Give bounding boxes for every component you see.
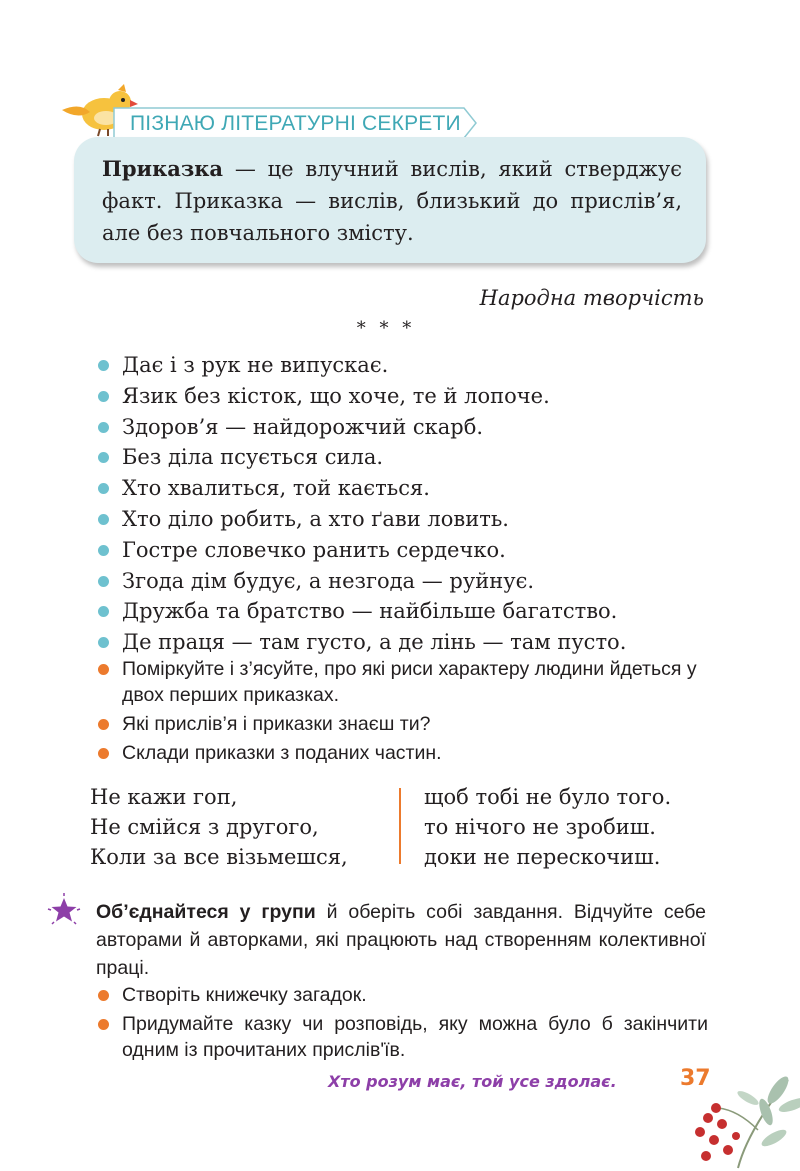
- group-task-text: [96, 898, 706, 982]
- list-item: Які прислів’я і приказки знаєш ти?: [96, 711, 708, 737]
- proverb-list: [96, 350, 626, 658]
- proverb-part: Не кажи гоп,: [90, 785, 238, 809]
- group-task-list: [96, 982, 708, 1066]
- bullet-icon: [98, 990, 109, 1001]
- definition-text: [102, 153, 682, 249]
- proverb-endings: [424, 782, 671, 872]
- proverb-part: щоб тобі не було того.: [424, 785, 672, 809]
- asterism: * * *: [356, 318, 416, 339]
- list-item: Дає і з рук не випускає.: [96, 350, 626, 381]
- definition-body: — це влучний вислів, який стверджує факт. Приказка — вислів, близький до прислів’я, але без повчального змісту.: [102, 157, 682, 245]
- task-list: [96, 656, 708, 769]
- bullet-icon: [98, 664, 109, 675]
- list-item: Склади приказки з поданих частин.: [96, 740, 708, 766]
- list-item: Придумайте казку чи розповідь, яку можна було б закінчити одним із прочитаних прислів'їв.: [96, 1011, 708, 1063]
- list-item: Де праця — там густо, а де лінь — там пусто.: [96, 627, 626, 658]
- bullet-icon: [98, 545, 109, 556]
- bullet-icon: [98, 576, 109, 587]
- group-task-bold: Об’єднайтеся у групи: [96, 901, 316, 923]
- bullet-icon: [98, 606, 109, 617]
- bullet-icon: [98, 360, 109, 371]
- proverb-part: Не смійся з другого,: [90, 815, 319, 839]
- group-task-body: й оберіть собі завдання. Відчуйте себе авторами й авторками, які працюють над створенням колективної праці.: [96, 901, 706, 979]
- definition-term: Приказка: [102, 156, 224, 181]
- list-item: Хто діло робить, а хто ґави ловить.: [96, 504, 626, 535]
- bullet-icon: [98, 452, 109, 463]
- list-item: Хто хвалиться, той кається.: [96, 473, 626, 504]
- proverb-beginnings: [90, 782, 348, 872]
- bullet-icon: [98, 1019, 109, 1030]
- list-item: Язик без кісток, що хоче, те й лопоче.: [96, 381, 626, 412]
- bullet-icon: [98, 719, 109, 730]
- list-item: Дружба та братство — найбільше багатство.: [96, 596, 626, 627]
- bullet-icon: [98, 422, 109, 433]
- page-number: 37: [680, 1066, 711, 1091]
- bullet-icon: [98, 514, 109, 525]
- bullet-icon: [98, 483, 109, 494]
- section-title: ПІЗНАЮ ЛІТЕРАТУРНІ СЕКРЕТИ: [130, 112, 461, 135]
- list-item: Гостре словечко ранить сердечко.: [96, 535, 626, 566]
- proverb-part: Коли за все візьмешся,: [90, 845, 348, 869]
- list-item: Поміркуйте і з’ясуйте, про які риси характеру людини йдеться у двох перших приказках.: [96, 656, 708, 708]
- bullet-icon: [98, 748, 109, 759]
- list-item: Без діла псується сила.: [96, 442, 626, 473]
- list-item: Здоров’я — найдорожчий скарб.: [96, 412, 626, 443]
- list-item: Створіть книжечку загадок.: [96, 982, 708, 1008]
- section-ribbon: [108, 106, 478, 140]
- attribution: Народна творчість: [479, 286, 704, 310]
- bullet-icon: [98, 637, 109, 648]
- list-item: Згода дім будує, а незгода — руйнує.: [96, 566, 626, 597]
- column-divider: [399, 788, 401, 864]
- proverb-part: доки не перескочиш.: [424, 845, 661, 869]
- definition-box: [74, 137, 706, 263]
- star-icon: [46, 893, 82, 929]
- footer-saying: Хто розум має, той усе здолає.: [328, 1072, 617, 1091]
- proverb-part: то нічого не зробиш.: [424, 815, 656, 839]
- bullet-icon: [98, 391, 109, 402]
